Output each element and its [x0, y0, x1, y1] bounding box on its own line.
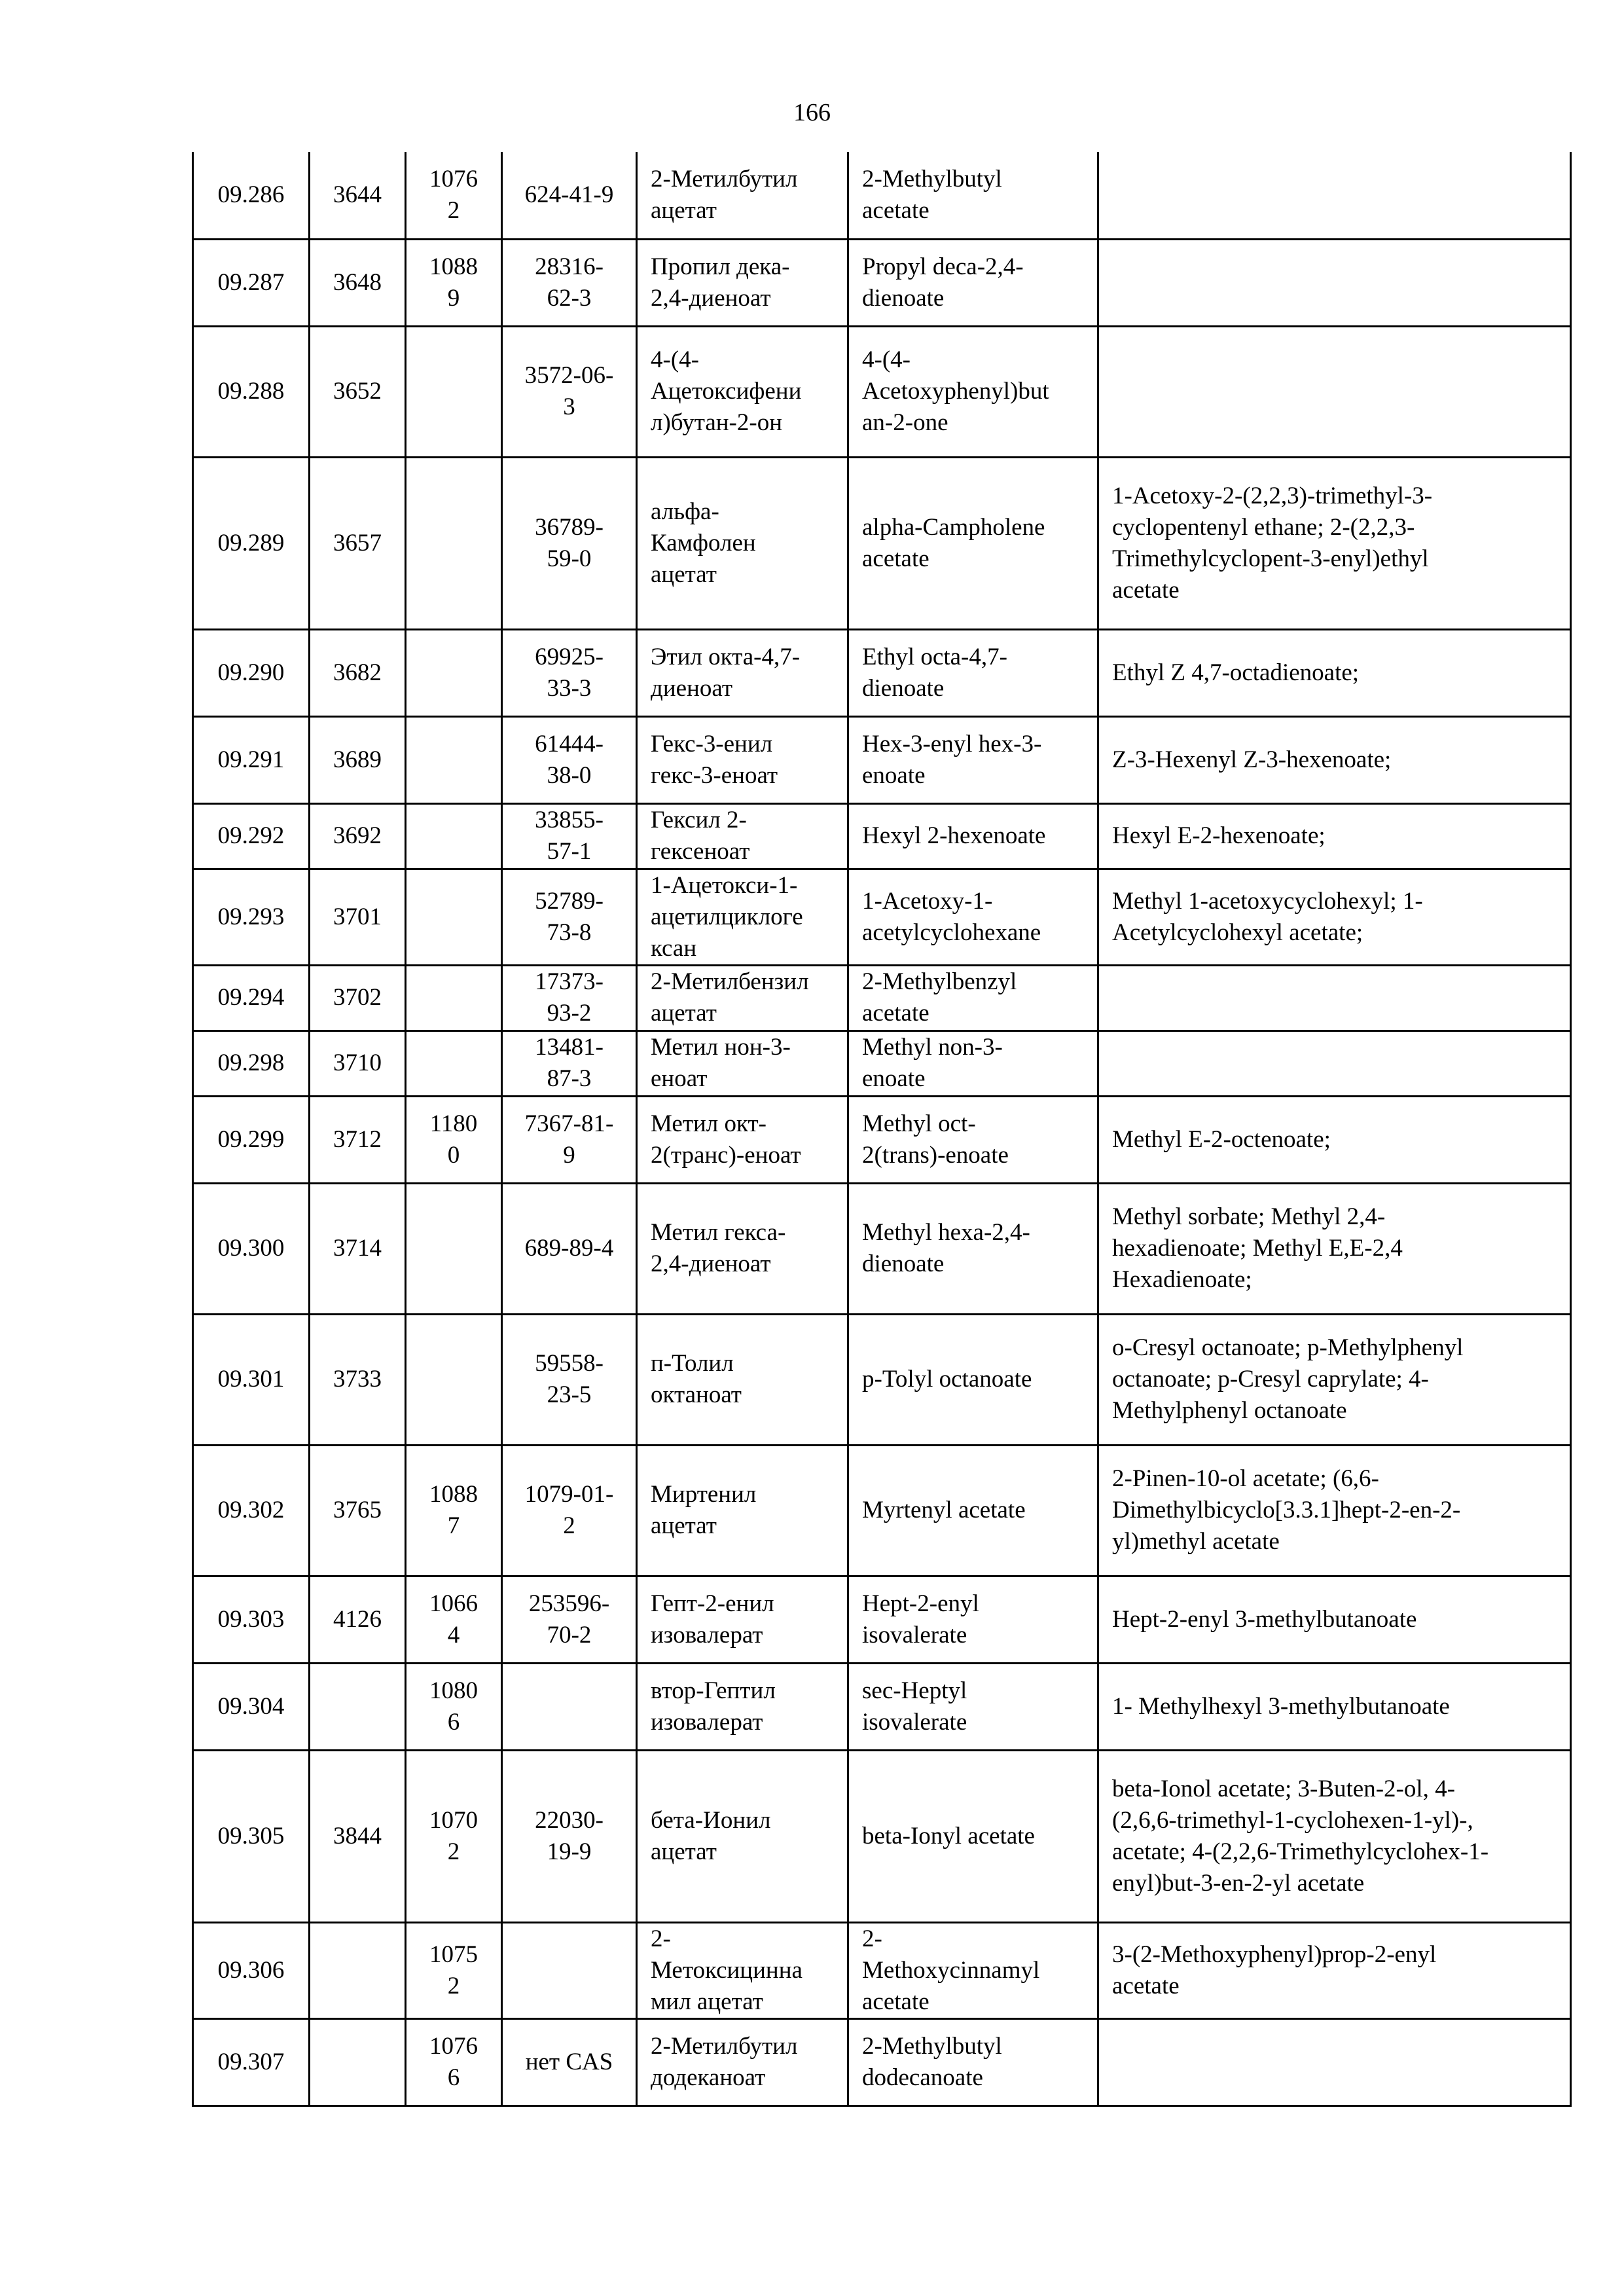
table-row — [193, 152, 1571, 239]
table-row — [193, 1183, 1571, 1314]
english-name-cell: alpha-Campholene acetate — [848, 457, 1098, 629]
english-name-cell: 2- Methoxycinnamyl acetate — [848, 1922, 1098, 2018]
english-name-cell: beta-Ionyl acetate — [848, 1750, 1098, 1922]
cas-number-cell: 7367-81- 9 — [502, 1096, 637, 1183]
synonyms-cell: Hexyl E-2-hexenoate; — [1098, 803, 1571, 869]
synonyms-cell — [1098, 2018, 1571, 2105]
fl-number-cell: 09.292 — [193, 803, 310, 869]
synonyms-cell: Hept-2-enyl 3-methylbutanoate — [1098, 1576, 1571, 1663]
table-row — [193, 1576, 1571, 1663]
table-row — [193, 1314, 1571, 1445]
jecfa-number-cell: 3702 — [310, 965, 406, 1030]
russian-name-cell: альфа- Камфолен ацетат — [637, 457, 848, 629]
russian-name-cell: 2- Метоксициннa мил ацетат — [637, 1922, 848, 2018]
coe-number-cell: 1066 4 — [406, 1576, 502, 1663]
cas-number-cell: 3572-06- 3 — [502, 326, 637, 457]
fl-number-cell: 09.305 — [193, 1750, 310, 1922]
russian-name-cell: Гекс-3-енил гекс-3-еноат — [637, 716, 848, 803]
jecfa-number-cell: 4126 — [310, 1576, 406, 1663]
synonyms-cell: 3-(2-Methoxyphenyl)prop-2-enyl acetate — [1098, 1922, 1571, 2018]
cas-number-cell: 52789- 73-8 — [502, 869, 637, 965]
jecfa-number-cell — [310, 1922, 406, 2018]
fl-number-cell: 09.304 — [193, 1663, 310, 1750]
coe-number-cell: 1088 9 — [406, 239, 502, 326]
coe-number-cell: 1180 0 — [406, 1096, 502, 1183]
fl-number-cell: 09.287 — [193, 239, 310, 326]
jecfa-number-cell — [310, 2018, 406, 2105]
jecfa-number-cell: 3714 — [310, 1183, 406, 1314]
fl-number-cell: 09.289 — [193, 457, 310, 629]
synonyms-cell — [1098, 1030, 1571, 1096]
jecfa-number-cell: 3692 — [310, 803, 406, 869]
english-name-cell: Methyl oct- 2(trans)-enoate — [848, 1096, 1098, 1183]
synonyms-cell: Methyl E-2-octenoate; — [1098, 1096, 1571, 1183]
cas-number-cell — [502, 1922, 637, 2018]
coe-number-cell — [406, 1314, 502, 1445]
fl-number-cell: 09.286 — [193, 152, 310, 239]
cas-number-cell: нет CAS — [502, 2018, 637, 2105]
coe-number-cell: 1088 7 — [406, 1445, 502, 1576]
table-row — [193, 803, 1571, 869]
synonyms-cell: Ethyl Z 4,7-octadienoate; — [1098, 629, 1571, 716]
russian-name-cell: 2-Метилбутил ацетат — [637, 152, 848, 239]
english-name-cell: p-Tolyl octanoate — [848, 1314, 1098, 1445]
fl-number-cell: 09.301 — [193, 1314, 310, 1445]
cas-number-cell: 36789- 59-0 — [502, 457, 637, 629]
english-name-cell: 1-Acetoxy-1- acetylcyclohexane — [848, 869, 1098, 965]
synonyms-cell: 1-Acetoxy-2-(2,2,3)-trimethyl-3- cyclopentenyl ethane; 2-(2,2,3- Trimethylcyclopent-3-enyl)ethyl acetate — [1098, 457, 1571, 629]
synonyms-cell: 1- Methylhexyl 3-methylbutanoate — [1098, 1663, 1571, 1750]
english-name-cell: Methyl hexa-2,4- dienoate — [848, 1183, 1098, 1314]
synonyms-cell — [1098, 152, 1571, 239]
jecfa-number-cell: 3733 — [310, 1314, 406, 1445]
russian-name-cell: Этил окта-4,7- диеноат — [637, 629, 848, 716]
english-name-cell: Propyl deca-2,4- dienoate — [848, 239, 1098, 326]
table-row — [193, 1922, 1571, 2018]
coe-number-cell — [406, 869, 502, 965]
jecfa-number-cell: 3644 — [310, 152, 406, 239]
synonyms-cell: beta-Ionol acetate; 3-Buten-2-ol, 4- (2,6,6-trimethyl-1-cyclohexen-1-yl)-, acetate; 4-(2,2,6-Trimethylcyclohex-1- enyl)but-3-en-2-yl acetate — [1098, 1750, 1571, 1922]
synonyms-cell: o-Cresyl octanoate; p-Methylphenyl octanoate; p-Cresyl caprylate; 4- Methylphenyl octanoate — [1098, 1314, 1571, 1445]
flavouring-substances-table — [192, 152, 1572, 2107]
fl-number-cell: 09.306 — [193, 1922, 310, 2018]
jecfa-number-cell: 3682 — [310, 629, 406, 716]
russian-name-cell: п-Толил октаноат — [637, 1314, 848, 1445]
jecfa-number-cell: 3765 — [310, 1445, 406, 1576]
english-name-cell: 2-Methylbenzyl acetate — [848, 965, 1098, 1030]
russian-name-cell: Метил окт- 2(транс)-еноат — [637, 1096, 848, 1183]
coe-number-cell — [406, 1030, 502, 1096]
table-row — [193, 326, 1571, 457]
table-row — [193, 1750, 1571, 1922]
fl-number-cell: 09.293 — [193, 869, 310, 965]
fl-number-cell: 09.303 — [193, 1576, 310, 1663]
english-name-cell: 2-Methylbutyl dodecanoate — [848, 2018, 1098, 2105]
fl-number-cell: 09.302 — [193, 1445, 310, 1576]
russian-name-cell: бета-Ионил ацетат — [637, 1750, 848, 1922]
cas-number-cell: 13481- 87-3 — [502, 1030, 637, 1096]
fl-number-cell: 09.300 — [193, 1183, 310, 1314]
fl-number-cell: 09.307 — [193, 2018, 310, 2105]
coe-number-cell — [406, 457, 502, 629]
fl-number-cell: 09.299 — [193, 1096, 310, 1183]
synonyms-cell: Z-3-Hexenyl Z-3-hexenoate; — [1098, 716, 1571, 803]
table-row — [193, 965, 1571, 1030]
fl-number-cell: 09.294 — [193, 965, 310, 1030]
russian-name-cell: Пропил дека- 2,4-диеноат — [637, 239, 848, 326]
jecfa-number-cell: 3712 — [310, 1096, 406, 1183]
table-row — [193, 1030, 1571, 1096]
english-name-cell: Hept-2-enyl isovalerate — [848, 1576, 1098, 1663]
cas-number-cell: 689-89-4 — [502, 1183, 637, 1314]
cas-number-cell: 1079-01- 2 — [502, 1445, 637, 1576]
synonyms-cell: Methyl 1-acetoxycyclohexyl; 1- Acetylcyclohexyl acetate; — [1098, 869, 1571, 965]
jecfa-number-cell: 3844 — [310, 1750, 406, 1922]
cas-number-cell: 624-41-9 — [502, 152, 637, 239]
jecfa-number-cell — [310, 1663, 406, 1750]
table-row — [193, 1096, 1571, 1183]
table-row — [193, 629, 1571, 716]
english-name-cell: Methyl non-3- enoate — [848, 1030, 1098, 1096]
russian-name-cell: втор-Гептил изовалерат — [637, 1663, 848, 1750]
russian-name-cell: Миртенил ацетат — [637, 1445, 848, 1576]
page-number: 166 — [793, 99, 831, 126]
english-name-cell: sec-Heptyl isovalerate — [848, 1663, 1098, 1750]
coe-number-cell — [406, 803, 502, 869]
fl-number-cell: 09.288 — [193, 326, 310, 457]
synonyms-cell: Methyl sorbate; Methyl 2,4- hexadienoate; Methyl E,E-2,4 Hexadienoate; — [1098, 1183, 1571, 1314]
russian-name-cell: Гепт-2-енил изовалерат — [637, 1576, 848, 1663]
table-row — [193, 716, 1571, 803]
cas-number-cell: 17373- 93-2 — [502, 965, 637, 1030]
russian-name-cell: Метил нон-3- еноат — [637, 1030, 848, 1096]
russian-name-cell: 2-Метилбутил додеканоат — [637, 2018, 848, 2105]
synonyms-cell — [1098, 326, 1571, 457]
english-name-cell: 2-Methylbutyl acetate — [848, 152, 1098, 239]
jecfa-number-cell: 3652 — [310, 326, 406, 457]
russian-name-cell: Гексил 2- гексеноат — [637, 803, 848, 869]
russian-name-cell: Метил гекса- 2,4-диеноат — [637, 1183, 848, 1314]
jecfa-number-cell: 3657 — [310, 457, 406, 629]
jecfa-number-cell: 3648 — [310, 239, 406, 326]
table-row — [193, 2018, 1571, 2105]
coe-number-cell: 1075 2 — [406, 1922, 502, 2018]
english-name-cell: Myrtenyl acetate — [848, 1445, 1098, 1576]
coe-number-cell: 1076 2 — [406, 152, 502, 239]
coe-number-cell — [406, 1183, 502, 1314]
synonyms-cell — [1098, 239, 1571, 326]
english-name-cell: Ethyl octa-4,7- dienoate — [848, 629, 1098, 716]
cas-number-cell: 253596- 70-2 — [502, 1576, 637, 1663]
cas-number-cell: 28316- 62-3 — [502, 239, 637, 326]
coe-number-cell: 1076 6 — [406, 2018, 502, 2105]
russian-name-cell: 4-(4- Ацетоксифени л)бутан-2-он — [637, 326, 848, 457]
table-row — [193, 457, 1571, 629]
coe-number-cell — [406, 965, 502, 1030]
cas-number-cell: 69925- 33-3 — [502, 629, 637, 716]
coe-number-cell: 1080 6 — [406, 1663, 502, 1750]
fl-number-cell: 09.291 — [193, 716, 310, 803]
fl-number-cell: 09.290 — [193, 629, 310, 716]
jecfa-number-cell: 3689 — [310, 716, 406, 803]
english-name-cell: 4-(4- Acetoxyphenyl)but an-2-one — [848, 326, 1098, 457]
cas-number-cell: 61444- 38-0 — [502, 716, 637, 803]
jecfa-number-cell: 3710 — [310, 1030, 406, 1096]
table-row — [193, 1445, 1571, 1576]
russian-name-cell: 2-Метилбензил ацетат — [637, 965, 848, 1030]
cas-number-cell: 33855- 57-1 — [502, 803, 637, 869]
table-row — [193, 1663, 1571, 1750]
synonyms-cell: 2-Pinen-10-ol acetate; (6,6- Dimethylbicyclo[3.3.1]hept-2-en-2- yl)methyl acetate — [1098, 1445, 1571, 1576]
synonyms-cell — [1098, 965, 1571, 1030]
coe-number-cell — [406, 716, 502, 803]
table-row — [193, 869, 1571, 965]
coe-number-cell — [406, 629, 502, 716]
english-name-cell: Hex-3-enyl hex-3- enoate — [848, 716, 1098, 803]
fl-number-cell: 09.298 — [193, 1030, 310, 1096]
table-row — [193, 239, 1571, 326]
russian-name-cell: 1-Ацетокси-1- ацетилциклоге ксан — [637, 869, 848, 965]
english-name-cell: Hexyl 2-hexenoate — [848, 803, 1098, 869]
cas-number-cell: 59558- 23-5 — [502, 1314, 637, 1445]
cas-number-cell: 22030- 19-9 — [502, 1750, 637, 1922]
coe-number-cell — [406, 326, 502, 457]
cas-number-cell — [502, 1663, 637, 1750]
coe-number-cell: 1070 2 — [406, 1750, 502, 1922]
jecfa-number-cell: 3701 — [310, 869, 406, 965]
